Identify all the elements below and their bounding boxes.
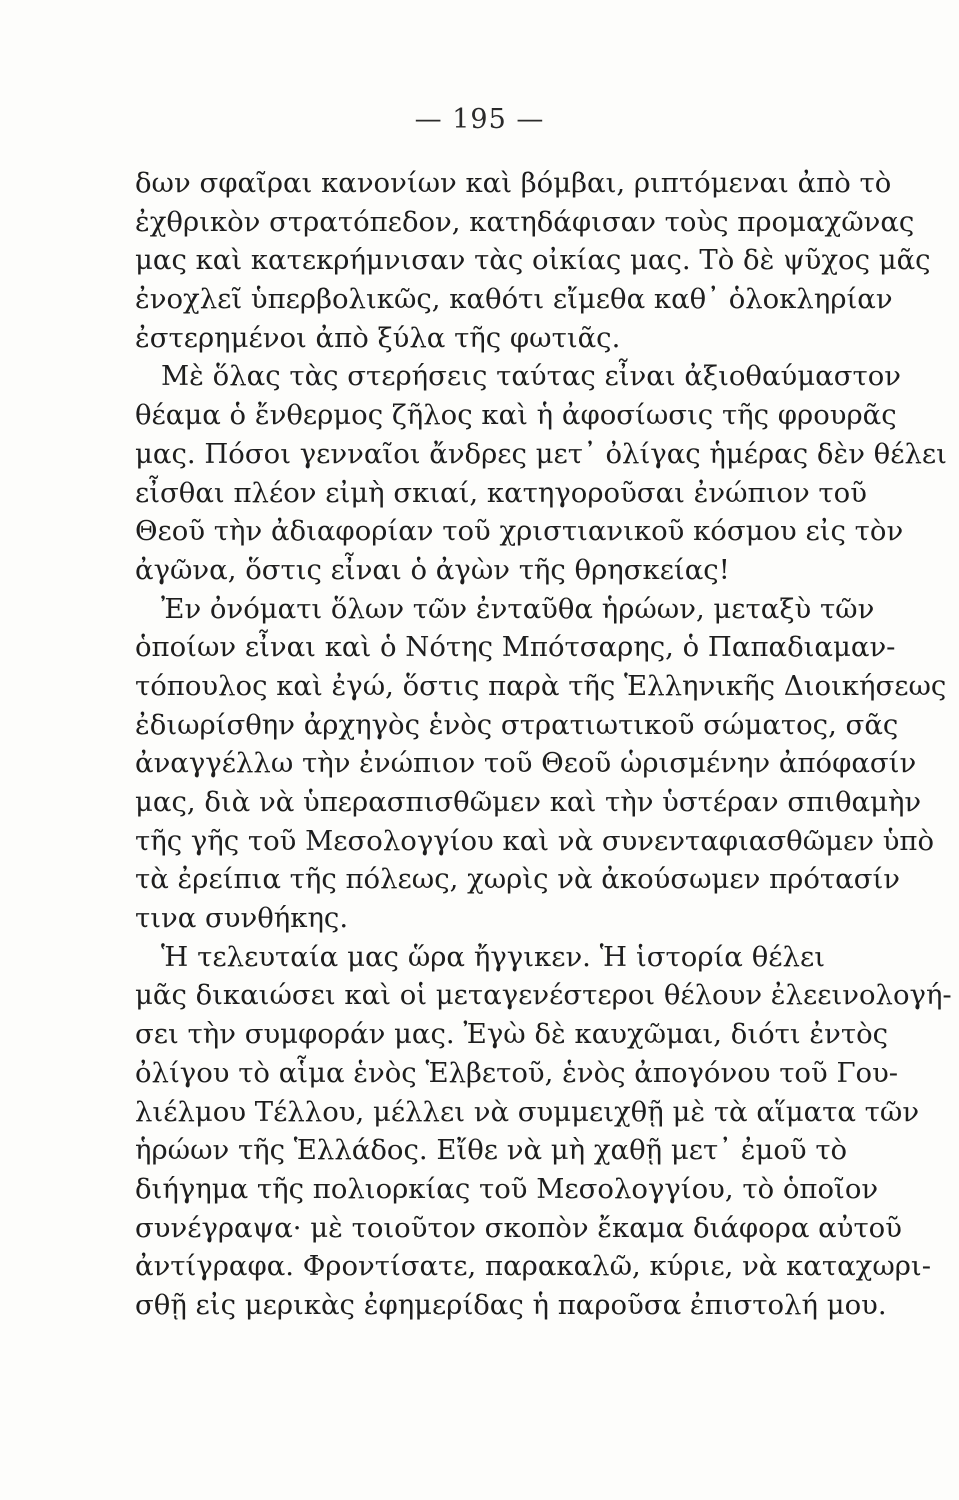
text-line: ὀλίγου τὸ αἷμα ἑνὸς Ἑλβετοῦ, ἑνὸς ἀπογόνου τοῦ Γου- [135, 1056, 899, 1089]
body-text [135, 164, 952, 1325]
text-line: Μὲ ὅλας τὰς στερήσεις ταύτας εἶναι ἀξιοθαύμαστον [161, 360, 901, 393]
text-line: ἐνοχλεῖ ὑπερβολικῶς, καθότι εἴμεθα καθ᾽ ὁλοκληρίαν [135, 283, 893, 316]
text-line: μᾶς δικαιώσει καὶ οἱ μεταγενέστεροι θέλουν ἐλεεινολογή- [135, 979, 952, 1012]
text-line: τινα συνθήκης. [135, 902, 349, 935]
text-line: ἀντίγραφα. Φροντίσατε, παρακαλῶ, κύριε, νὰ καταχωρι- [135, 1250, 931, 1283]
text-line: ὁποίων εἶναι καὶ ὁ Νότης Μπότσαρης, ὁ Παπαδιαμαν- [135, 631, 896, 664]
text-line: Ἡ τελευταία μας ὥρα ἤγγικεν. Ἡ ἱστορία θέλει [161, 940, 825, 973]
text-line: λιέλμου Τέλλου, μέλλει νὰ συμμειχθῇ μὲ τὰ αἵματα τῶν [135, 1095, 920, 1128]
page-number: — 195 — [414, 104, 545, 135]
text-line: τόπουλος καὶ ἐγώ, ὅστις παρὰ τῆς Ἑλληνικῆς Διοικήσεως [135, 669, 947, 702]
text-line: μας. Πόσοι γενναῖοι ἄνδρες μετ᾽ ὀλίγας ἡμέρας δὲν θέλει [135, 437, 947, 470]
text-line: σθῇ εἰς μερικὰς ἐφημερίδας ἡ παροῦσα ἐπιστολή μου. [135, 1288, 887, 1321]
text-line: μας, διὰ νὰ ὑπερασπισθῶμεν καὶ τὴν ὑστέραν σπιθαμὴν [135, 786, 922, 818]
text-line: Θεοῦ τὴν ἀδιαφορίαν τοῦ χριστιανικοῦ κόσμου εἰς τὸν [135, 515, 904, 548]
text-line: ἀναγγέλλω τὴν ἐνώπιον τοῦ Θεοῦ ὡρισμένην ἀπόφασίν [135, 747, 917, 780]
text-line: σει τὴν συμφοράν μας. Ἐγὼ δὲ καυχῶμαι, διότι ἐντὸς [135, 1018, 889, 1051]
text-line: ἡρώων τῆς Ἑλλάδος. Εἴθε νὰ μὴ χαθῇ μετ᾽ ἐμοῦ τὸ [135, 1134, 848, 1167]
text-line: διήγημα τῆς πολιορκίας τοῦ Μεσολογγίου, τὸ ὁποῖον [135, 1172, 879, 1205]
text-line: ἐδιωρίσθην ἀρχηγὸς ἑνὸς στρατιωτικοῦ σώματος, σᾶς [135, 708, 899, 741]
text-line: συνέγραψα· μὲ τοιοῦτον σκοπὸν ἔκαμα διάφορα αὐτοῦ [135, 1211, 902, 1244]
text-line: δων σφαῖραι κανονίων καὶ βόμβαι, ριπτόμεναι ἀπὸ τὸ [135, 167, 892, 199]
text-line: μας καὶ κατεκρήμνισαν τὰς οἰκίας μας. Τὸ δὲ ψῦχος μᾶς [135, 244, 931, 277]
text-line: ἐστερημένοι ἀπὸ ξύλα τῆς φωτιᾶς. [135, 321, 621, 354]
text-line: θέαμα ὁ ἔνθερμος ζῆλος καὶ ἡ ἀφοσίωσις τῆς φρουρᾶς [135, 399, 897, 432]
text-line: τῆς γῆς τοῦ Μεσολογγίου καὶ νὰ συνενταφιασθῶμεν ὑπὸ [135, 824, 935, 857]
text-line: ἐχθρικὸν στρατόπεδον, κατηδάφισαν τοὺς προμαχῶνας [135, 205, 915, 238]
text-line: εἶσθαι πλέον εἰμὴ σκιαί, κατηγοροῦσαι ἐνώπιον τοῦ [135, 476, 867, 509]
text-line: ἀγῶνα, ὅστις εἶναι ὁ ἀγὼν τῆς θρησκείας! [135, 553, 730, 586]
text-line: Ἐν ὀνόματι ὅλων τῶν ἐνταῦθα ἡρώων, μεταξὺ τῶν [161, 592, 875, 625]
text-line: τὰ ἐρείπια τῆς πόλεως, χωρὶς νὰ ἀκούσωμεν πρότασίν [135, 863, 900, 896]
